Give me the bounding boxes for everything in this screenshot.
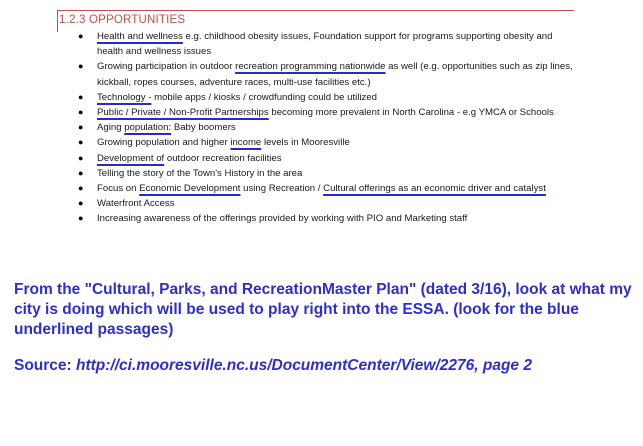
list-item [78,105,574,120]
item-text: using Recreation / [240,183,324,195]
item-text: Baby boomers [171,122,236,134]
underlined-passage: Cultural offerings as an economic driver and catalyst [323,183,546,195]
item-text: Growing population and higher [97,137,231,149]
bullet-icon: ● [78,198,84,209]
item-text: Aging [97,122,125,134]
list-item [78,135,574,150]
bullet-icon: ● [78,213,84,224]
item-text: Waterfront Access [97,198,175,210]
source-page: , page 2 [474,357,532,374]
bullet-icon: ● [78,61,84,72]
bullet-icon: ● [78,122,84,133]
section-top-rule [57,10,574,11]
item-text: Telling the story of the Town's History in the area [97,167,303,179]
source-url: http://ci.mooresville.nc.us/DocumentCenter/View/2276 [76,357,475,374]
bullet-icon: ● [78,91,84,102]
underlined-passage: income [230,137,262,149]
underlined-passage: Public / Private / Non-Profit Partnerships [97,107,269,119]
item-text: Growing participation in outdoor [97,61,236,73]
caption-text: From the "Cultural, Parks, and RecreationMaster Plan" (dated 3/16), look at what my city is doing which will be used to play right into the ESSA. (look for the blue underlined passages) [14,281,632,338]
document-excerpt [48,10,574,250]
underlined-passage: Technology - [97,91,152,103]
item-text: Increasing awareness of the offerings provided by working with PIO and Marketing staff [97,213,468,225]
bullet-icon: ● [78,107,84,118]
list-item [78,151,574,166]
underlined-passage: Economic Development [139,183,241,195]
item-text: Focus on [97,183,140,195]
bullet-icon: ● [78,31,84,41]
item-text: levels in Mooresville [261,137,350,149]
list-item [78,120,574,135]
item-text: as well (e.g. opportunities such as zip lines, kickball, ropes courses, adventure races, multi-use facilities etc.) [97,61,573,88]
bullet-icon: ● [78,137,84,148]
item-text: mobile apps / kiosks / crowdfunding could be utilized [151,91,377,103]
source-label: Source: [14,357,77,374]
section-heading: 1.2.3 OPPORTUNITIES [59,14,186,26]
bullet-icon: ● [78,183,84,194]
list-item [78,196,574,211]
section-left-rule [57,10,58,32]
underlined-passage: Health and wellness [97,31,183,42]
opportunities-list [78,29,574,227]
list-item [78,29,574,59]
bullet-icon: ● [78,167,84,178]
list-item [78,181,574,196]
item-text: e.g. childhood obesity issues, Foundation support for programs supporting obesity and health and wellness issues [97,31,553,58]
list-item [78,59,574,89]
bullet-icon: ● [78,152,84,163]
item-text: becoming more prevalent in North Carolina - e.g YMCA or Schools [268,107,554,119]
underlined-passage: recreation programming nationwide [235,61,386,73]
underlined-passage: Development of [97,152,165,164]
list-item [78,166,574,181]
underlined-passage: population: [124,122,172,134]
item-text: outdoor recreation facilities [164,152,282,164]
source-line [14,356,634,376]
list-item [78,211,574,226]
list-item [78,90,574,105]
